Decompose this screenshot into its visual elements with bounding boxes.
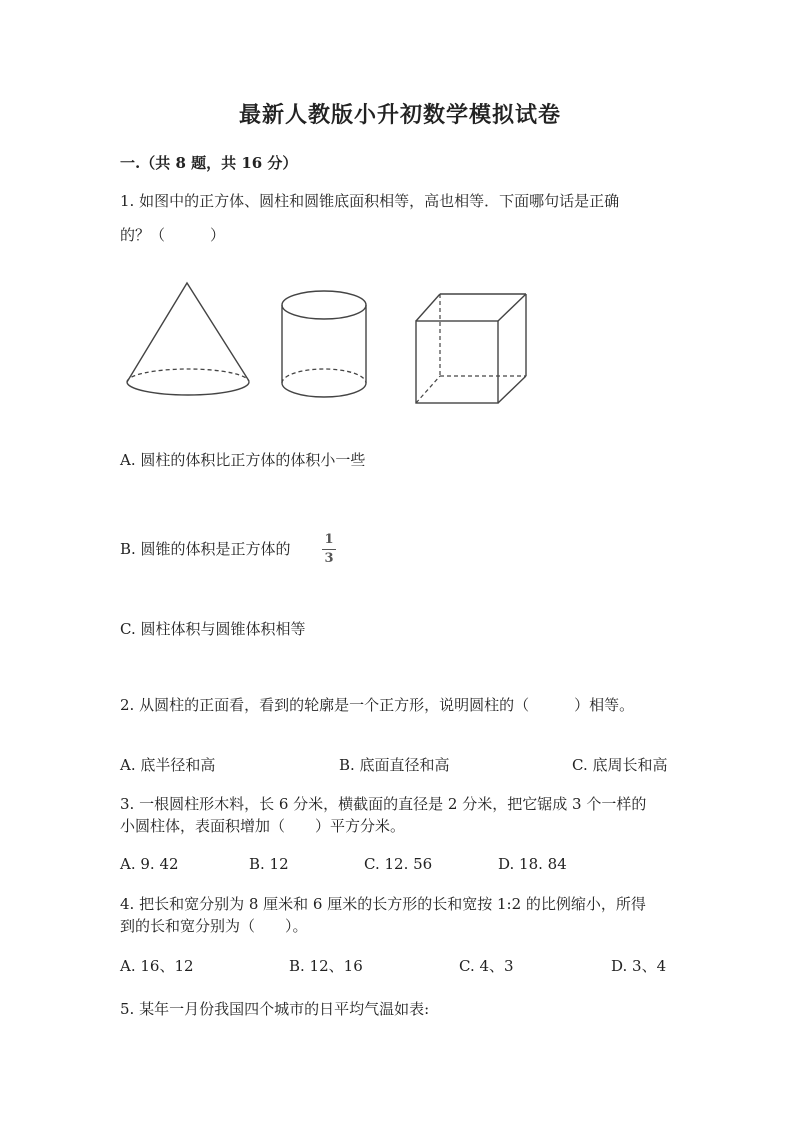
question-1-line-1: 1. 如图中的正方体、圆柱和圆锥底面积相等，高也相等．下面哪句话是正确 bbox=[120, 192, 620, 210]
question-2-option-a: A. 底半径和高 bbox=[120, 756, 216, 774]
question-3-option-b: B. 12 bbox=[249, 855, 289, 873]
cube-figure bbox=[410, 288, 535, 413]
section-heading: 一.（共 8 题，共 16 分） bbox=[120, 154, 298, 172]
question-3-option-a: A. 9. 42 bbox=[120, 855, 179, 873]
fraction-denominator: 3 bbox=[324, 551, 334, 566]
question-2-text: 2. 从圆柱的正面看，看到的轮廓是一个正方形，说明圆柱的（ ）相等。 bbox=[120, 696, 635, 714]
question-3-line-1: 3. 一根圆柱形木料，长 6 分米，横截面的直径是 2 分米，把它锯成 3 个一样的 bbox=[120, 795, 647, 813]
question-4-option-a: A. 16、12 bbox=[120, 957, 194, 975]
question-1-option-a: A. 圆柱的体积比正方体的体积小一些 bbox=[120, 451, 366, 469]
question-4-option-b: B. 12、16 bbox=[289, 957, 363, 975]
question-4-option-c: C. 4、3 bbox=[459, 957, 514, 975]
question-2-option-c: C. 底周长和高 bbox=[572, 756, 668, 774]
fraction-one-third bbox=[322, 533, 336, 566]
question-4-option-d: D. 3、4 bbox=[611, 957, 667, 975]
question-3-option-c: C. 12. 56 bbox=[364, 855, 433, 873]
question-1-option-b: B. 圆锥的体积是正方体的 bbox=[120, 540, 291, 558]
question-1-line-2: 的？（ ） bbox=[120, 226, 226, 244]
question-2-option-b: B. 底面直径和高 bbox=[339, 756, 450, 774]
cylinder-figure bbox=[275, 285, 375, 415]
question-3-line-2: 小圆柱体，表面积增加（ ）平方分米。 bbox=[120, 817, 406, 835]
fraction-bar bbox=[322, 549, 336, 550]
fraction-numerator: 1 bbox=[324, 532, 334, 547]
question-4-line-1: 4. 把长和宽分别为 8 厘米和 6 厘米的长方形的长和宽按 1:2 的比例缩小，所得 bbox=[120, 895, 646, 913]
question-3-option-d: D. 18. 84 bbox=[498, 855, 567, 873]
question-1-option-c: C. 圆柱体积与圆锥体积相等 bbox=[120, 620, 306, 638]
page-title: 最新人教版小升初数学模拟试卷 bbox=[238, 102, 561, 128]
question-4-line-2: 到的长和宽分别为（ ）。 bbox=[120, 917, 308, 935]
question-5-text: 5. 某年一月份我国四个城市的日平均气温如表: bbox=[120, 1000, 430, 1018]
cone-figure bbox=[120, 278, 260, 408]
